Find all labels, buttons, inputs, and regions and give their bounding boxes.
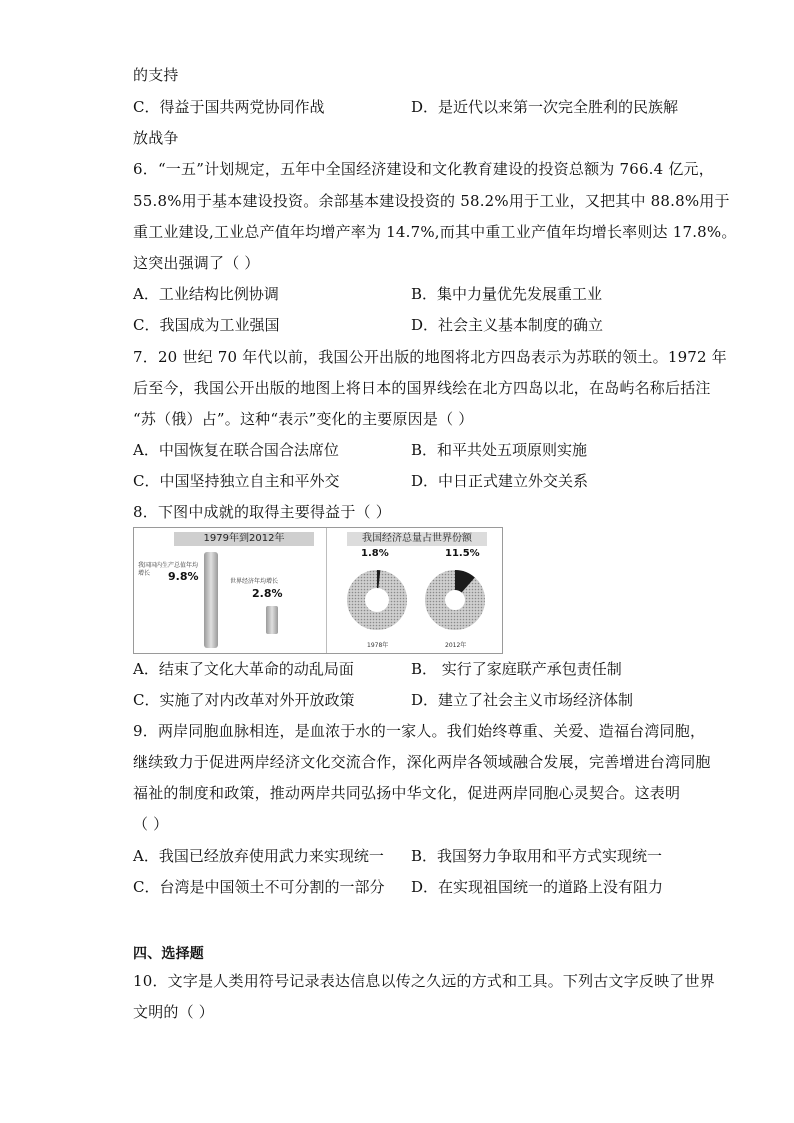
q7-stem: “苏（俄）占”。这种“表示”变化的主要原因是（ ） <box>133 410 474 428</box>
q8-figure <box>133 527 503 654</box>
q6-option-c[interactable]: C．我国成为工业强国 <box>133 316 280 334</box>
q8-stem: 8．下图中成就的取得主要得益于（ ） <box>133 503 391 521</box>
pie-2012-year: 2012年 <box>445 642 467 649</box>
q7-stem: 7．20 世纪 70 年代以前，我国公开出版的地图将北方四岛表示为苏联的领土。1972 年 <box>133 348 727 366</box>
share-panel-header: 我国经济总量占世界份额 <box>347 532 487 546</box>
q7-option-c[interactable]: C．中国坚持独立自主和平外交 <box>133 472 340 490</box>
share-pies <box>327 528 503 653</box>
section-heading: 四、选择题 <box>133 946 204 962</box>
q5-option-d[interactable]: D．是近代以来第一次完全胜利的民族解 <box>411 98 679 116</box>
q6-option-a[interactable]: A．工业结构比例协调 <box>133 285 279 303</box>
pie-2012 <box>435 570 475 620</box>
q9-stem: 继续致力于促进两岸经济文化交流合作，深化两岸各领域融合发展，完善增进台湾同胞 <box>133 753 711 771</box>
q7-option-a[interactable]: A．中国恢复在联合国合法席位 <box>133 441 339 459</box>
world-growth-label: 世界经济年均增长 <box>230 578 279 585</box>
world-growth-bar <box>266 606 278 634</box>
world-growth-value: 2.8% <box>252 587 283 600</box>
q9-stem: （ ） <box>133 815 169 833</box>
q7-option-b[interactable]: B．和平共处五项原则实施 <box>411 441 588 459</box>
growth-panel <box>134 528 326 653</box>
pie-2012-value: 11.5% <box>445 548 480 559</box>
gdp-growth-bar <box>204 552 218 648</box>
q6-stem: 6．“一五”计划规定，五年中全国经济建设和文化教育建设的投资总额为 766.4 亿元， <box>133 160 714 178</box>
pie-1978 <box>356 570 398 621</box>
q8-option-d[interactable]: D．建立了社会主义市场经济体制 <box>411 691 634 709</box>
q9-option-d[interactable]: D．在实现祖国统一的道路上没有阻力 <box>411 878 664 896</box>
q9-stem: 福祉的制度和政策，推动两岸共同弘扬中华文化，促进两岸同胞心灵契合。这表明 <box>133 784 681 802</box>
q6-stem: 重工业建设,工业总产值年均增产率为 14.7%,而其中重工业产值年均增长率则达 17.8%。 <box>133 223 737 241</box>
q6-option-d[interactable]: D．社会主义基本制度的确立 <box>411 316 604 334</box>
q9-option-a[interactable]: A．我国已经放弃使用武力来实现统一 <box>133 847 384 865</box>
pie-1978-year: 1978年 <box>367 642 389 649</box>
q6-option-b[interactable]: B．集中力量优先发展重工业 <box>411 285 603 303</box>
q9-option-b[interactable]: B．我国努力争取用和平方式实现统一 <box>411 847 663 865</box>
pie-1978-value: 1.8% <box>361 548 389 559</box>
q5-option-c[interactable]: C．得益于国共两党协同作战 <box>133 98 325 116</box>
q10-stem: 10．文字是人类用符号记录表达信息以传之久远的方式和工具。下列古文字反映了世界 <box>133 972 715 990</box>
q6-stem: 55.8%用于基本建设投资。余部基本建设投资的 58.2%用于工业，又把其中 88.8%用于 <box>133 192 730 210</box>
q7-option-d[interactable]: D．中日正式建立外交关系 <box>411 472 589 490</box>
share-panel <box>326 528 503 653</box>
q10-stem: 文明的（ ） <box>133 1003 214 1021</box>
q9-option-c[interactable]: C．台湾是中国领土不可分割的一部分 <box>133 878 385 896</box>
gdp-growth-label: 我国国内生产总值年均增长 <box>138 562 199 577</box>
q8-option-c[interactable]: C．实施了对内改革对外开放政策 <box>133 691 355 709</box>
line-continuation: 的支持 <box>133 66 179 84</box>
line-continuation: 放战争 <box>133 129 179 147</box>
q6-stem: 这突出强调了（ ） <box>133 254 260 272</box>
q9-stem: 9．两岸同胞血脉相连，是血浓于水的一家人。我们始终尊重、关爱、造福台湾同胞， <box>133 722 706 740</box>
q8-option-a[interactable]: A．结束了文化大革命的动乱局面 <box>133 660 354 678</box>
q7-stem: 后至今，我国公开出版的地图上将日本的国界线绘在北方四岛以北，在岛屿名称后括注 <box>133 379 711 397</box>
gdp-growth-value: 9.8% <box>168 570 199 583</box>
q8-option-b[interactable]: B． 实行了家庭联产承包责任制 <box>411 660 622 678</box>
growth-panel-header: 1979年到2012年 <box>174 532 314 546</box>
